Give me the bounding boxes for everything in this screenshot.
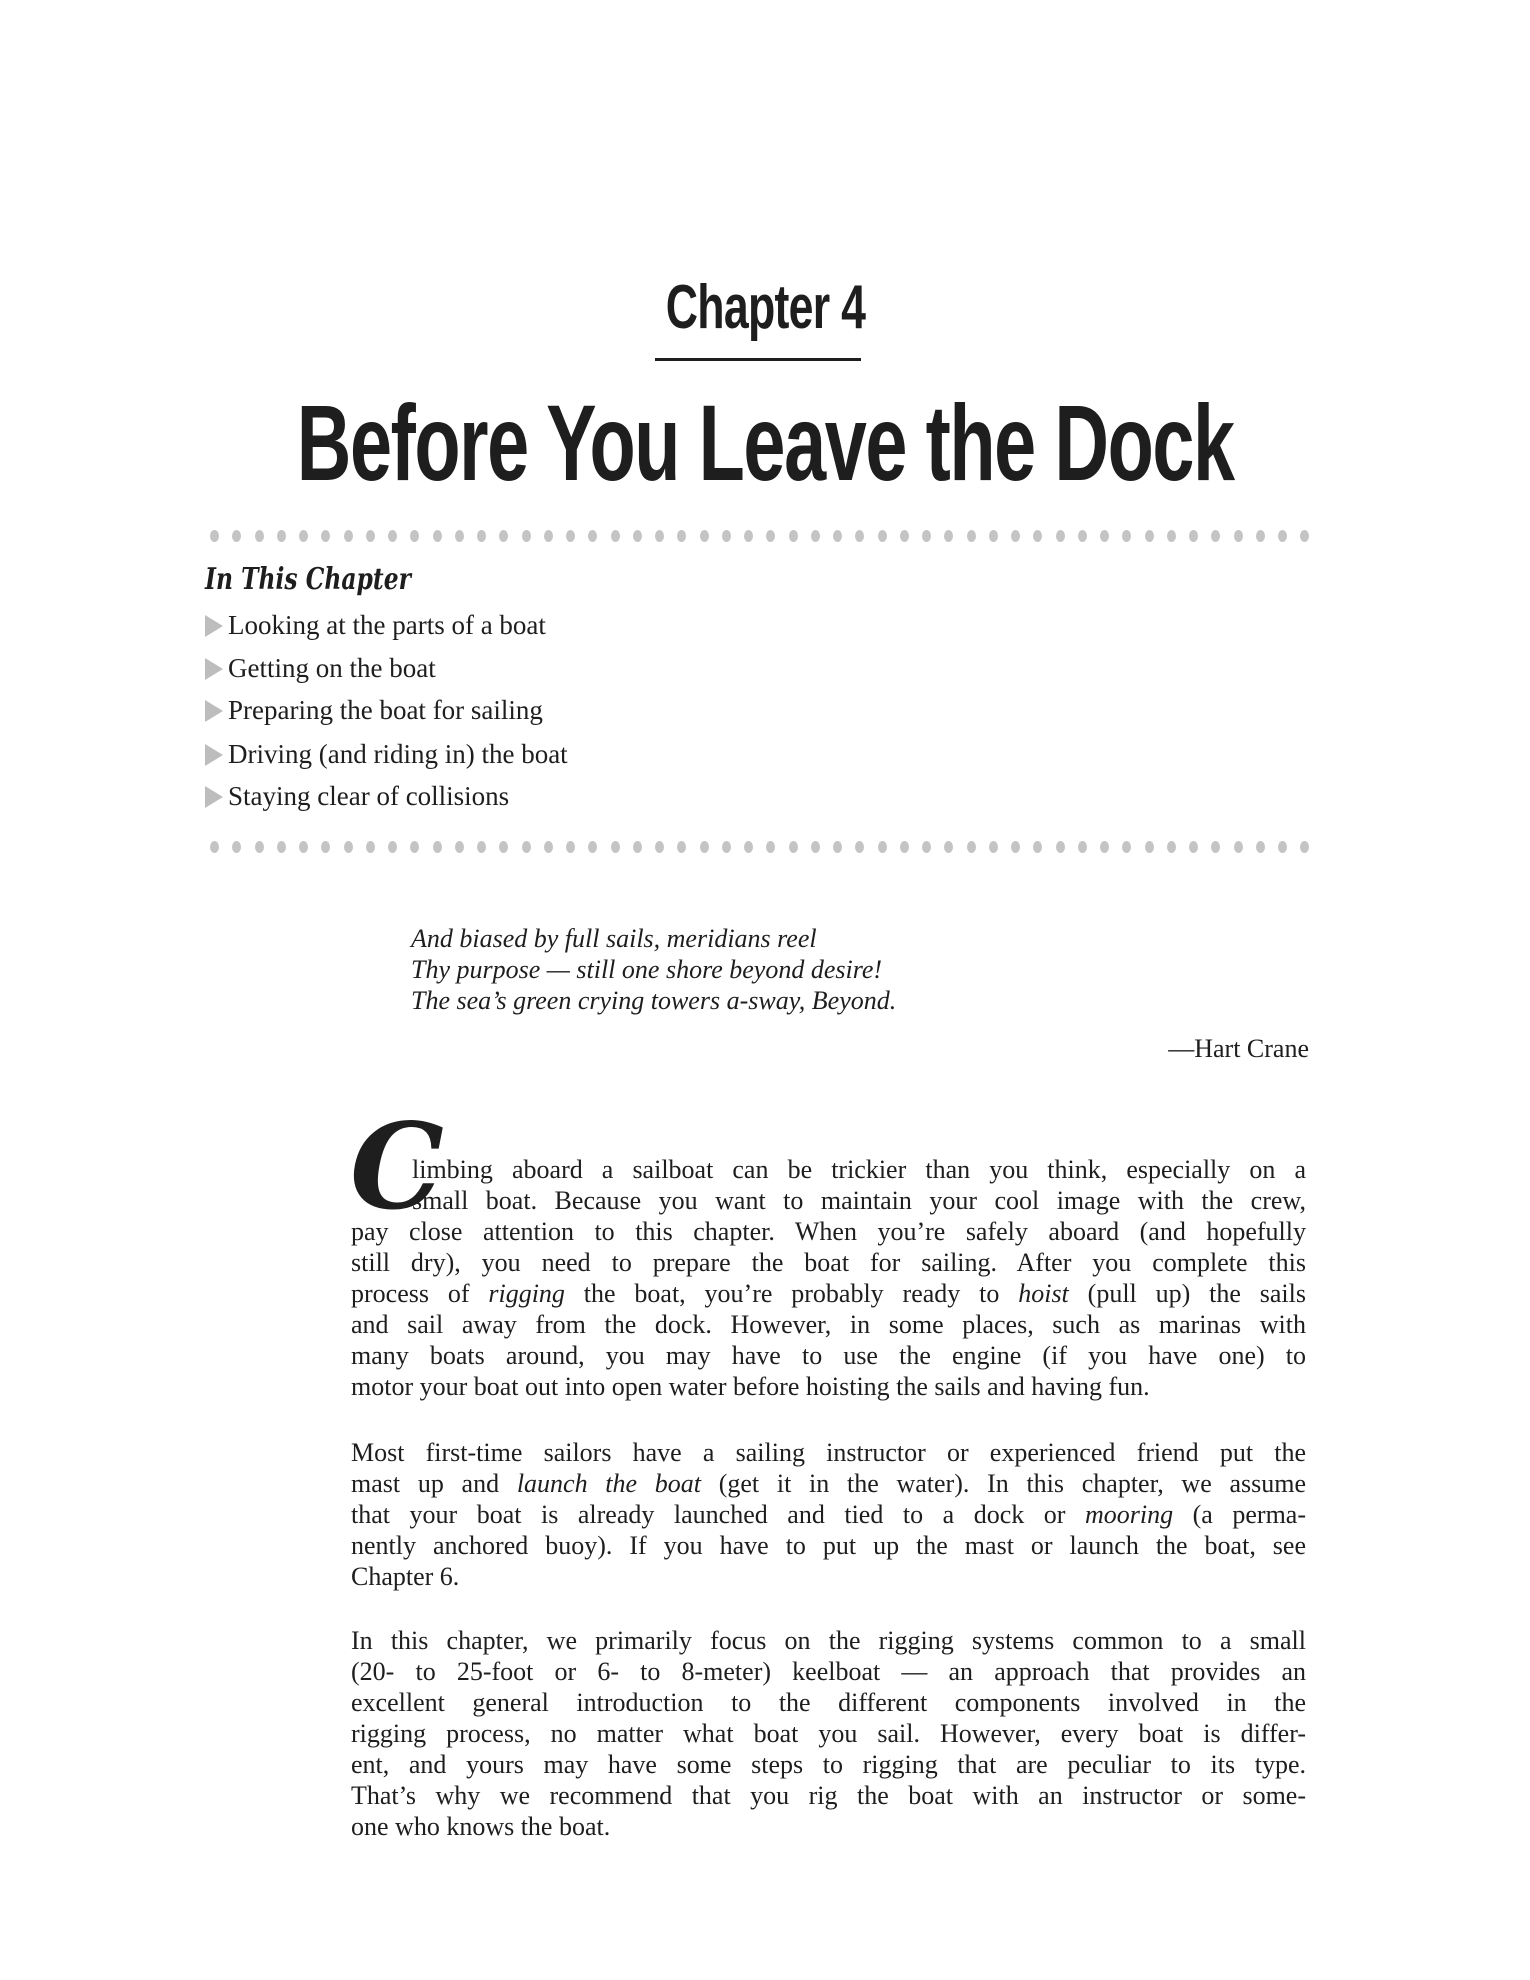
divider-dot (1256, 530, 1265, 542)
divider-dot (811, 841, 820, 853)
divider-dot (967, 841, 976, 853)
divider-dot (366, 841, 375, 853)
chapter-topic-item (205, 739, 568, 770)
divider-dot (611, 841, 620, 853)
divider-dot (633, 530, 642, 542)
paragraph-line: still dry), you need to prepare the boat for sailing. After you complete this (351, 1248, 1306, 1277)
divider-dot (255, 841, 264, 853)
epigraph-attribution: —Hart Crane (1168, 1034, 1309, 1063)
divider-dot (766, 530, 775, 542)
divider-dot (1122, 841, 1131, 853)
divider-dot (388, 841, 397, 853)
divider-dot (1234, 841, 1243, 853)
divider-dot (477, 530, 486, 542)
divider-dot (344, 841, 353, 853)
bullet-triangle-icon (205, 744, 223, 766)
paragraph-line: that your boat is already launched and tied to a dock or mooring (a perma- (351, 1500, 1306, 1529)
divider-dot (1278, 530, 1287, 542)
divider-dot (210, 841, 219, 853)
paragraph-line: limbing aboard a sailboat can be trickier than you think, especially on a (412, 1155, 1306, 1184)
paragraph-line: Chapter 6. (351, 1562, 460, 1591)
paragraph-line: one who knows the boat. (351, 1812, 611, 1841)
epigraph-line: And biased by full sails, meridians reel (411, 924, 817, 953)
divider-dot (855, 530, 864, 542)
paragraph-line: motor your boat out into open water before hoisting the sails and having fun. (351, 1372, 1150, 1401)
chapter-topic-item (205, 781, 509, 812)
paragraph-line: ent, and yours may have some steps to rigging that are peculiar to its type. (351, 1750, 1306, 1779)
bullet-triangle-icon (205, 615, 223, 637)
chapter-topic-item (205, 610, 546, 641)
divider-dot (344, 530, 353, 542)
topic-text: Staying clear of collisions (228, 781, 510, 811)
paragraph-line: Most first-time sailors have a sailing instructor or experienced friend put the (351, 1438, 1306, 1467)
divider-dot (410, 530, 419, 542)
bullet-triangle-icon (205, 786, 223, 808)
divider-dot (1256, 841, 1265, 853)
divider-dot (1234, 530, 1243, 542)
divider-dot (321, 841, 330, 853)
divider-dot (1122, 530, 1131, 542)
divider-dot (944, 530, 953, 542)
divider-dot (989, 841, 998, 853)
topic-text: Getting on the boat (228, 653, 436, 683)
divider-dot (900, 530, 909, 542)
divider-dot (433, 841, 442, 853)
divider-dot (1056, 841, 1065, 853)
divider-dot (477, 841, 486, 853)
divider-dot (433, 530, 442, 542)
divider-dot (1145, 841, 1154, 853)
divider-dot (1100, 530, 1109, 542)
divider-dot (766, 841, 775, 853)
divider-dot (855, 841, 864, 853)
divider-dot (989, 530, 998, 542)
chapter-topic-item (205, 653, 436, 684)
paragraph-line: That’s why we recommend that you rig the boat with an instructor or some- (351, 1781, 1306, 1810)
divider-dot (811, 530, 820, 542)
paragraph-line: nently anchored buoy). If you have to put up the mast or launch the boat, see (351, 1531, 1306, 1560)
divider-dot (1056, 530, 1065, 542)
divider-dot (1300, 530, 1309, 542)
divider-dot (1189, 841, 1198, 853)
dotted-divider-bottom (210, 841, 1310, 853)
paragraph-line: pay close attention to this chapter. When you’re safely aboard (and hopefully (351, 1217, 1306, 1246)
divider-dot (522, 841, 531, 853)
divider-dot (633, 841, 642, 853)
topic-text: Driving (and riding in) the boat (228, 739, 568, 769)
divider-dot (611, 530, 620, 542)
divider-dot (1211, 841, 1220, 853)
divider-dot (655, 530, 664, 542)
divider-dot (499, 530, 508, 542)
divider-dot (900, 841, 909, 853)
paragraph-line: In this chapter, we primarily focus on the rigging systems common to a small (351, 1626, 1306, 1655)
divider-dot (878, 841, 887, 853)
divider-dot (789, 530, 798, 542)
divider-dot (544, 841, 553, 853)
divider-dot (255, 530, 264, 542)
divider-dot (1167, 841, 1176, 853)
divider-dot (677, 841, 686, 853)
divider-dot (299, 841, 308, 853)
divider-dot (655, 841, 664, 853)
paragraph-line: rigging process, no matter what boat you sail. However, every boat is differ- (351, 1719, 1306, 1748)
divider-dot (455, 530, 464, 542)
divider-dot (410, 841, 419, 853)
divider-dot (1078, 841, 1087, 853)
divider-dot (1078, 530, 1087, 542)
divider-dot (232, 841, 241, 853)
divider-dot (789, 841, 798, 853)
divider-dot (1033, 841, 1042, 853)
body-paragraph (351, 1437, 1306, 1592)
paragraph-line: and sail away from the dock. However, in some places, such as marinas with (351, 1310, 1306, 1339)
chapter-topic-item (205, 695, 543, 726)
epigraph-line: Thy purpose — still one shore beyond desire! (411, 955, 883, 984)
divider-dot (722, 841, 731, 853)
divider-dot (232, 530, 241, 542)
paragraph-line: process of rigging the boat, you’re probably ready to hoist (pull up) the sails (351, 1279, 1306, 1308)
divider-dot (922, 841, 931, 853)
divider-dot (522, 530, 531, 542)
divider-dot (878, 530, 887, 542)
divider-dot (922, 530, 931, 542)
divider-dot (1145, 530, 1154, 542)
divider-dot (544, 530, 553, 542)
divider-dot (366, 530, 375, 542)
divider-dot (944, 841, 953, 853)
divider-dot (1011, 841, 1020, 853)
paragraph-line: (20- to 25-foot or 6- to 8-meter) keelboat — an approach that provides an (351, 1657, 1306, 1686)
divider-dot (700, 530, 709, 542)
chapter-number (0, 272, 1530, 343)
body-paragraph (351, 1154, 1306, 1402)
divider-dot (967, 530, 976, 542)
divider-dot (677, 530, 686, 542)
divider-dot (321, 530, 330, 542)
topic-text: Looking at the parts of a boat (228, 610, 546, 640)
divider-dot (499, 841, 508, 853)
in-this-chapter-heading: In This Chapter (205, 562, 411, 597)
drop-cap: C (350, 1097, 444, 1236)
divider-dot (1033, 530, 1042, 542)
paragraph-line: many boats around, you may have to use the engine (if you have one) to (351, 1341, 1306, 1370)
divider-dot (588, 841, 597, 853)
dotted-divider-top (210, 530, 1310, 542)
bullet-triangle-icon (205, 700, 223, 722)
divider-dot (388, 530, 397, 542)
divider-dot (744, 530, 753, 542)
divider-dot (1100, 841, 1109, 853)
bullet-triangle-icon (205, 658, 223, 680)
divider-dot (277, 530, 286, 542)
divider-dot (1300, 841, 1309, 853)
divider-dot (722, 530, 731, 542)
epigraph-line: The sea’s green crying towers a-sway, Beyond. (411, 986, 897, 1015)
divider-dot (455, 841, 464, 853)
divider-dot (566, 841, 575, 853)
chapter-number-text: Chapter 4 (665, 273, 865, 342)
divider-dot (210, 530, 219, 542)
paragraph-line: mast up and launch the boat (get it in the water). In this chapter, we assume (351, 1469, 1306, 1498)
divider-dot (1189, 530, 1198, 542)
body-paragraph (351, 1625, 1306, 1842)
chapter-underline (655, 358, 861, 361)
divider-dot (700, 841, 709, 853)
divider-dot (1278, 841, 1287, 853)
divider-dot (833, 530, 842, 542)
divider-dot (588, 530, 597, 542)
divider-dot (833, 841, 842, 853)
divider-dot (1167, 530, 1176, 542)
divider-dot (1211, 530, 1220, 542)
divider-dot (1011, 530, 1020, 542)
topic-text: Preparing the boat for sailing (228, 695, 543, 725)
divider-dot (566, 530, 575, 542)
paragraph-line: small boat. Because you want to maintain your cool image with the crew, (412, 1186, 1306, 1215)
divider-dot (277, 841, 286, 853)
divider-dot (744, 841, 753, 853)
paragraph-line: excellent general introduction to the different components involved in the (351, 1688, 1306, 1717)
chapter-title (0, 380, 1530, 505)
divider-dot (299, 530, 308, 542)
chapter-title-text: Before You Leave the Dock (296, 382, 1234, 503)
